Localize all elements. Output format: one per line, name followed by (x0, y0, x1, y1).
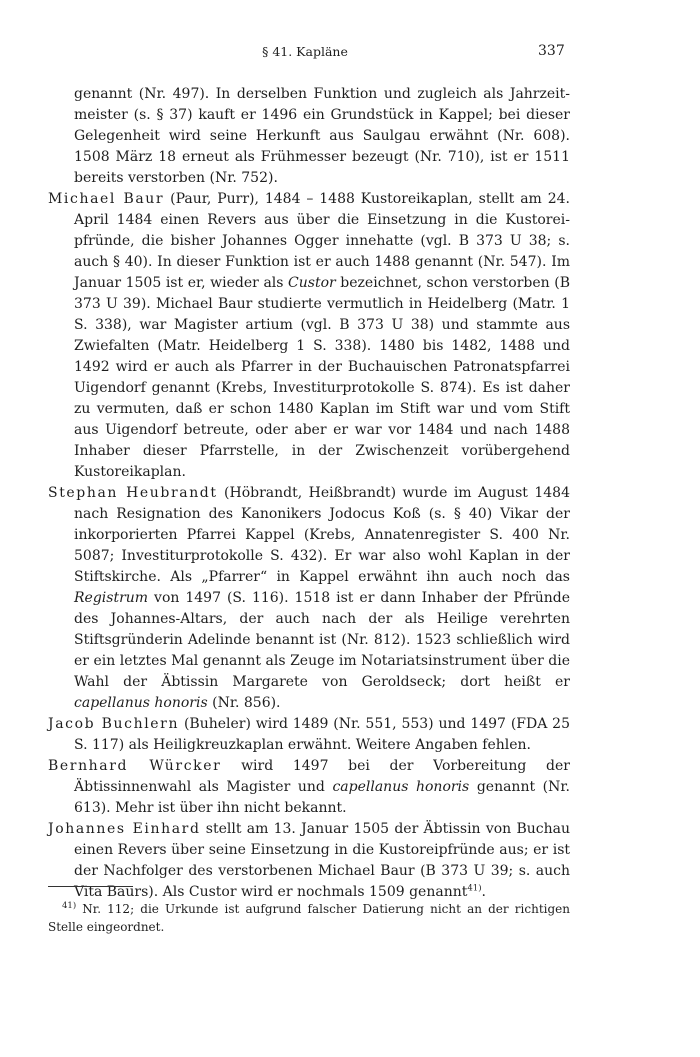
footnote (48, 900, 570, 936)
running-title: § 41. Kapläne (262, 44, 348, 59)
entry-stephan-heubrandt (48, 483, 570, 714)
entry-text: bezeichnet, schon verstorben (B 373 U 39). Michael Baur studierte vermutlich in Heidelberg (Matr. 1 S. 338), war Magister artium (vgl. B 373 U 38) und stammte aus Zwiefalten (Matr. Heidelberg 1 S. 338). 1480 bis 1482, 1488 und 1492 wird er auch als Pfarrer in der Buchauischen Patronatspfarrei Uigendorf genannt (Krebs, Investiturprotokolle S. 874). Es ist daher zu vermuten, daß er schon 1480 Kaplan im Stift war und vom Stift aus Uigendorf betreute, oder aber er war vor 1484 und nach 1488 Inhaber dieser Pfarrstelle, in der Zwischenzeit vorübergehend Kustoreikaplan. (74, 275, 570, 480)
entry-text: (Buheler) wird 1489 (Nr. 551, 553) und 1497 (FDA 25 S. 117) als Heiligkreuzkaplan erwähnt. Weitere Angaben fehlen. (74, 716, 570, 753)
entry-bernhard-wuercker (48, 756, 570, 819)
entry-text: (Höbrandt, Heißbrandt) wurde im August 1484 nach Resignation des Kanonikers Jodocus Koß (s. § 40) Vikar der inkorporierten Pfarrei Kappel (Krebs, Annatenregister S. 400 Nr. 5087; Investiturprotokolle S. 432). Er war also wohl Kaplan in der Stiftskirche. Als „Pfarrer“ in Kappel erwähnt ihn auch noch das (74, 485, 570, 585)
person-name: Jacob Buchlern (48, 716, 180, 732)
entry-jacob-buchlern (48, 714, 570, 756)
entry-michael-baur (48, 189, 570, 483)
entry-text: genannt (Nr. 613). Mehr ist über ihn nicht bekannt. (74, 779, 570, 816)
entry-text: genannt (Nr. 497). In derselben Funktion und zugleich als Jahrzeitmeister (s. § 37) kauft er 1496 ein Grundstück in Kappel; bei dieser Gelegenheit wird seine Herkunft aus Saulgau erwähnt (Nr. 608). 1508 März 18 erneut als Frühmesser bezeugt (Nr. 710), ist er 1511 bereits verstorben (Nr. 752). (74, 86, 570, 186)
entry-continuation (48, 84, 570, 189)
footnotes (48, 900, 570, 936)
footnote-text: Nr. 112; die Urkunde ist aufgrund falscher Datierung nicht an der richtigen Stelle eingeordnet. (48, 902, 570, 934)
entry-text: . (481, 884, 486, 900)
entry-text: wird 1497 bei der Vorbereitung der Äbtissinnenwahl als Magister und (74, 758, 570, 795)
main-text (48, 84, 570, 903)
entry-text: (Nr. 856). (207, 695, 281, 711)
entry-text: (Paur, Purr), 1484 – 1488 Kustoreikaplan, stellt am 24. April 1484 einen Revers aus über die Einsetzung in die Kustoreipfründe, die bisher Johannes Ogger innehatte (vgl. B 373 U 38; s. auch § 40). In dieser Funktion ist er auch 1488 genannt (Nr. 547). Im Januar 1505 ist er, wieder als (74, 191, 570, 291)
footnote-divider (48, 886, 133, 887)
footnote-reference[interactable]: 41) (467, 883, 482, 894)
entry-johannes-einhard (48, 819, 570, 903)
person-name: Stephan Heubrandt (48, 485, 218, 501)
entry-text: stellt am 13. Januar 1505 der Äbtissin von Buchau einen Revers über seine Einsetzung in die Kustoreipfründe aus; er ist der Nachfolger des verstorbenen Michael Baur (B 373 U 39; s. auch Vita Baurs). Als Custor wird er nochmals 1509 genannt (74, 821, 570, 900)
italic-term: capellanus honoris (332, 779, 470, 795)
italic-term: capellanus honoris (74, 695, 208, 711)
italic-term: Custor (288, 275, 336, 291)
footnote-mark: 41) (62, 901, 77, 911)
page-number: 337 (538, 43, 565, 59)
italic-term: Registrum (74, 590, 149, 606)
person-name: Bernhard Würcker (48, 758, 222, 774)
person-name: Johannes Einhard (48, 821, 201, 837)
person-name: Michael Baur (48, 191, 165, 207)
entry-text: von 1497 (S. 116). 1518 ist er dann Inhaber der Pfründe des Johannes-Altars, der auch nach der als Heilige verehrten Stiftsgründerin Adelinde benannt ist (Nr. 812). 1523 schließlich wird er ein letztes Mal genannt als Zeuge im Notariatsinstrument über die Wahl der Äbtissin Margarete von Geroldseck; dort heißt er (74, 590, 570, 690)
